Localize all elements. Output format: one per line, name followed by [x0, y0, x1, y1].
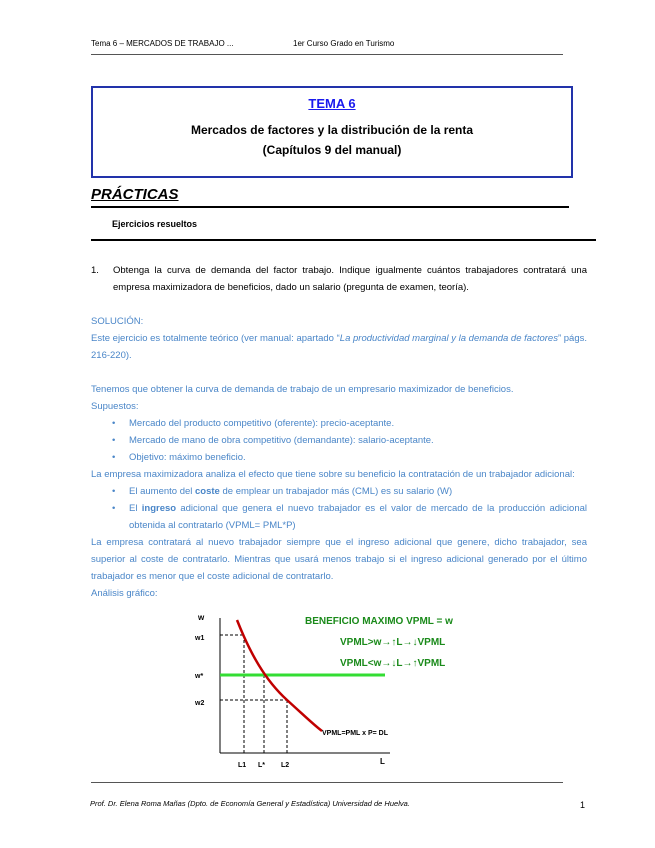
list-item: [91, 500, 587, 534]
curve-label: VPML=PML x P= DL: [322, 730, 388, 737]
ejercicios-heading: Ejercicios resueltos: [112, 219, 198, 229]
label-L1: L1: [238, 762, 247, 769]
list-item: • Objetivo: máximo beneficio.: [91, 449, 587, 466]
b2b-post: adicional que genera el nuevo trabajador es el valor de mercado de la producción adicional obtenida al contratarlo (VPML= PML*P): [129, 503, 587, 531]
label-w: w: [198, 613, 205, 622]
question-text: Obtenga la curva de demanda del factor trabajo. Indique igualmente cuántos trabajadores contratará una empresa maximizadora de beneficios, dado un salario (pregunta de examen, teoría).: [113, 265, 587, 293]
b2a-post: de emplear un trabajador más (CML) es su salario (W): [219, 486, 453, 497]
label-w2: w2: [195, 700, 205, 707]
practicas-heading: PRÁCTICAS: [91, 186, 179, 203]
tema-subtitle: Mercados de factores y la distribución de la renta: [190, 123, 474, 137]
label-Lstar: L*: [258, 762, 265, 769]
question-number: 1.: [91, 265, 99, 276]
rule-max-profit: BENEFICIO MAXIMO VPML = w: [305, 616, 453, 627]
list-item: • Mercado de mano de obra competitivo (demandante): salario-aceptante.: [91, 432, 587, 449]
tema-title: TEMA 6: [308, 96, 356, 111]
solution-p4: La empresa contratará al nuevo trabajador siempre que el ingreso adicional que genere, dicho trabajador, sea superior al coste de contratarlo. Mientras que usará menos trabajo si el ingreso adicional generado por el último trabajador es menor que el coste adicional de contratarlo.: [91, 537, 587, 582]
solution-p1-b: ” págs. 216-220).: [91, 333, 588, 361]
list-item: • Mercado del producto competitivo (oferente): precio-aceptante.: [91, 415, 587, 432]
rule-vpml-greater: VPML>w→↑L→↓VPML: [340, 637, 446, 648]
grafico-label: Análisis gráfico:: [91, 588, 158, 599]
supuestos-list: [91, 415, 587, 466]
tema-chapters: (Capítulos 9 del manual): [262, 143, 402, 157]
supuestos-label: Supuestos:: [91, 401, 139, 412]
title-box: [91, 86, 573, 178]
label-L2: L2: [281, 762, 290, 769]
labor-demand-graph: [190, 608, 500, 773]
footer-divider: [91, 782, 563, 783]
ejercicios-rule: [91, 239, 596, 241]
label-L: L: [380, 757, 385, 766]
label-w1: w1: [195, 635, 205, 642]
cost-income-list: [91, 483, 587, 534]
b2a-bold: coste: [195, 486, 220, 497]
question-1: [91, 262, 587, 296]
header-left: Tema 6 – MERCADOS DE TRABAJO ...: [91, 39, 234, 48]
solution-p1: [91, 330, 587, 364]
solution-p1-italic: La productividad marginal y la demanda de factores: [339, 333, 558, 344]
solution: [91, 313, 587, 602]
solution-p2: Tenemos que obtener la curva de demanda de trabajo de un empresario maximizador de beneficios.: [91, 384, 514, 395]
b2b-pre: El: [129, 503, 142, 514]
b2b-bold: ingreso: [141, 503, 177, 514]
label-wstar: w*: [195, 673, 204, 680]
solution-p3: La empresa maximizadora analiza el efecto que tiene sobre su beneficio la contratación de un trabajador adicional:: [91, 469, 575, 480]
rule-vpml-less: VPML<w→↓L→↑VPML: [340, 658, 446, 669]
practicas-rule: [91, 206, 569, 208]
list-item: [91, 483, 587, 500]
b2a-pre: El aumento del: [129, 486, 196, 497]
header-course: 1er Curso Grado en Turismo: [293, 39, 395, 48]
footer-text: Prof. Dr. Elena Roma Mañas (Dpto. de Economía General y Estadística) Universidad de Huelva.: [90, 799, 410, 808]
page-number: 1: [580, 800, 586, 810]
solution-p1-a: Este ejercicio es totalmente teórico (ver manual: apartado “: [91, 333, 340, 344]
header-divider: [91, 54, 563, 55]
solution-label: SOLUCIÓN:: [91, 316, 144, 327]
